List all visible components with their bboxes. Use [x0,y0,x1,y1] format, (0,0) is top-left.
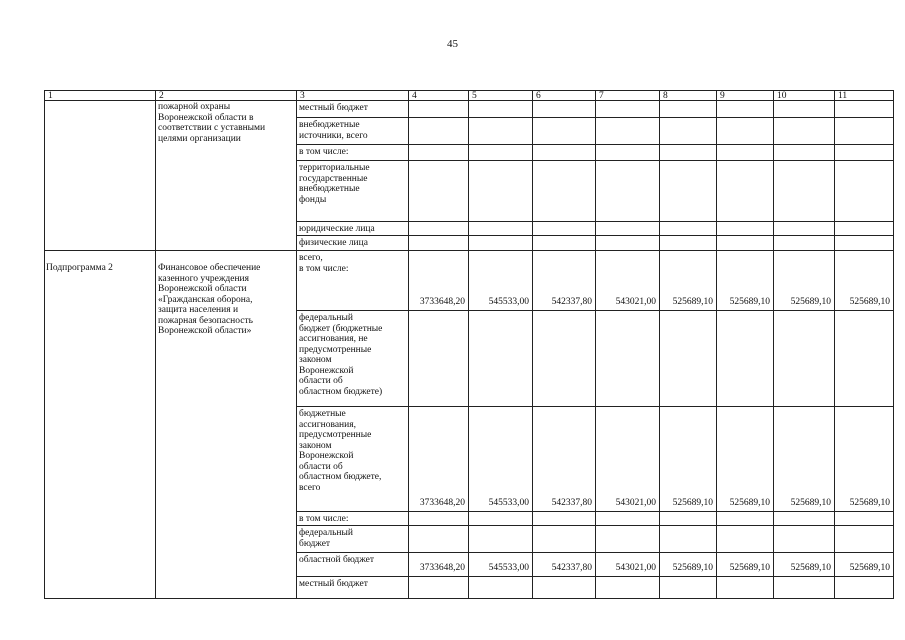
amount-cell [660,512,713,524]
amount-cell [533,512,592,524]
row-rule [296,576,894,577]
amount-cell [717,539,770,551]
amount-cell [835,393,890,405]
amount-cell [533,393,592,405]
column-header: 11 [838,91,848,100]
amount-cell: 525689,10 [672,297,713,307]
amount-cell: 542337,80 [551,498,592,508]
amount-cell [774,393,831,405]
funding-source-label: бюджетные ассигнования, предусмотренные законом Воронежской области об областном бюджете, всего [299,409,382,493]
amount-cell: 543021,00 [615,498,656,508]
amount-cell [774,585,831,597]
column-header: 7 [599,91,604,100]
amount-cell: 525689,10 [790,498,831,508]
amount-cell [409,539,465,551]
amount-cell: 545533,00 [488,498,529,508]
amount-cell [717,585,770,597]
amount-cell: 3733648,20 [419,297,465,307]
column-header: 2 [159,91,164,100]
column-header: 4 [412,91,417,100]
amount-cell [660,393,713,405]
amount-cell [409,393,465,405]
amount-cell: 525689,10 [849,563,890,573]
row-rule [296,235,894,236]
column-header: 10 [777,91,787,100]
amount-cell [469,539,529,551]
column-header: 1 [48,91,53,100]
amount-cell [533,539,592,551]
subprogram-name: Финансовое обеспечение казенного учреждения Воронежской области «Гражданская оборона, защита населения и пожарная безопасность Воронежской области» [158,263,261,336]
amount-cell: 543021,00 [615,297,656,307]
row-rule [296,221,894,222]
row-rule [296,552,894,553]
column-header: 9 [720,91,725,100]
amount-cell: 545533,00 [488,563,529,573]
row-rule [296,525,894,526]
funding-source-label: областной бюджет [299,555,375,565]
amount-cell: 525689,10 [672,563,713,573]
funding-source-label: физические лица [299,238,368,248]
page-number: 45 [447,38,458,50]
funding-source-label: всего, в том числе: [299,253,349,274]
amount-cell [835,585,890,597]
amount-cell [469,585,529,597]
amount-cell [717,393,770,405]
amount-cell: 525689,10 [729,297,770,307]
row-rule [296,117,894,118]
funding-source-label: юридические лица [299,224,375,234]
column-header: 6 [536,91,541,100]
amount-cell [533,585,592,597]
amount-cell [835,512,890,524]
program-name-continuation: пожарной охраны Воронежской области в соответствии с уставными целями организации [158,102,266,144]
amount-cell: 542337,80 [551,563,592,573]
row-rule [296,310,894,311]
amount-cell: 525689,10 [672,498,713,508]
amount-cell [774,539,831,551]
amount-cell [660,585,713,597]
amount-cell [596,512,656,524]
amount-cell [596,585,656,597]
amount-cell: 543021,00 [615,563,656,573]
funding-source-label: федеральный бюджет [299,528,353,549]
funding-source-label: в том числе: [299,514,349,524]
row-rule [296,406,894,407]
table-bottom-rule [44,598,894,599]
funding-source-label: местный бюджет [299,103,368,113]
column-rule [155,90,156,599]
amount-cell [717,512,770,524]
amount-cell [774,512,831,524]
subprogram-code: Подпрограмма 2 [46,263,113,273]
amount-cell: 525689,10 [729,563,770,573]
row-rule [296,160,894,161]
amount-cell [409,512,465,524]
amount-cell [660,539,713,551]
column-rule [893,90,894,599]
header-bottom-rule [44,100,894,101]
funding-source-label: территориальные государственные внебюджетные фонды [299,163,370,205]
row-rule [296,144,894,145]
amount-cell: 525689,10 [849,297,890,307]
column-header: 8 [663,91,668,100]
amount-cell: 525689,10 [729,498,770,508]
column-header: 3 [300,91,305,100]
amount-cell: 525689,10 [790,563,831,573]
column-rule [44,90,45,599]
amount-cell [835,539,890,551]
funding-source-label: в том числе: [299,147,349,157]
section-rule [44,250,894,251]
column-rule [296,90,297,599]
amount-cell: 542337,80 [551,297,592,307]
amount-cell: 525689,10 [790,297,831,307]
column-header: 5 [472,91,477,100]
amount-cell: 545533,00 [488,297,529,307]
amount-cell [596,539,656,551]
funding-source-label: внебюджетные источники, всего [299,120,368,141]
funding-source-label: федеральный бюджет (бюджетные ассигнования, не предусмотренные законом Воронежской области об областном бюджете) [299,313,383,397]
amount-cell [469,512,529,524]
amount-cell: 525689,10 [849,498,890,508]
amount-cell: 3733648,20 [419,563,465,573]
funding-source-label: местный бюджет [299,579,368,589]
amount-cell [409,585,465,597]
amount-cell [596,393,656,405]
amount-cell [469,393,529,405]
amount-cell: 3733648,20 [419,498,465,508]
